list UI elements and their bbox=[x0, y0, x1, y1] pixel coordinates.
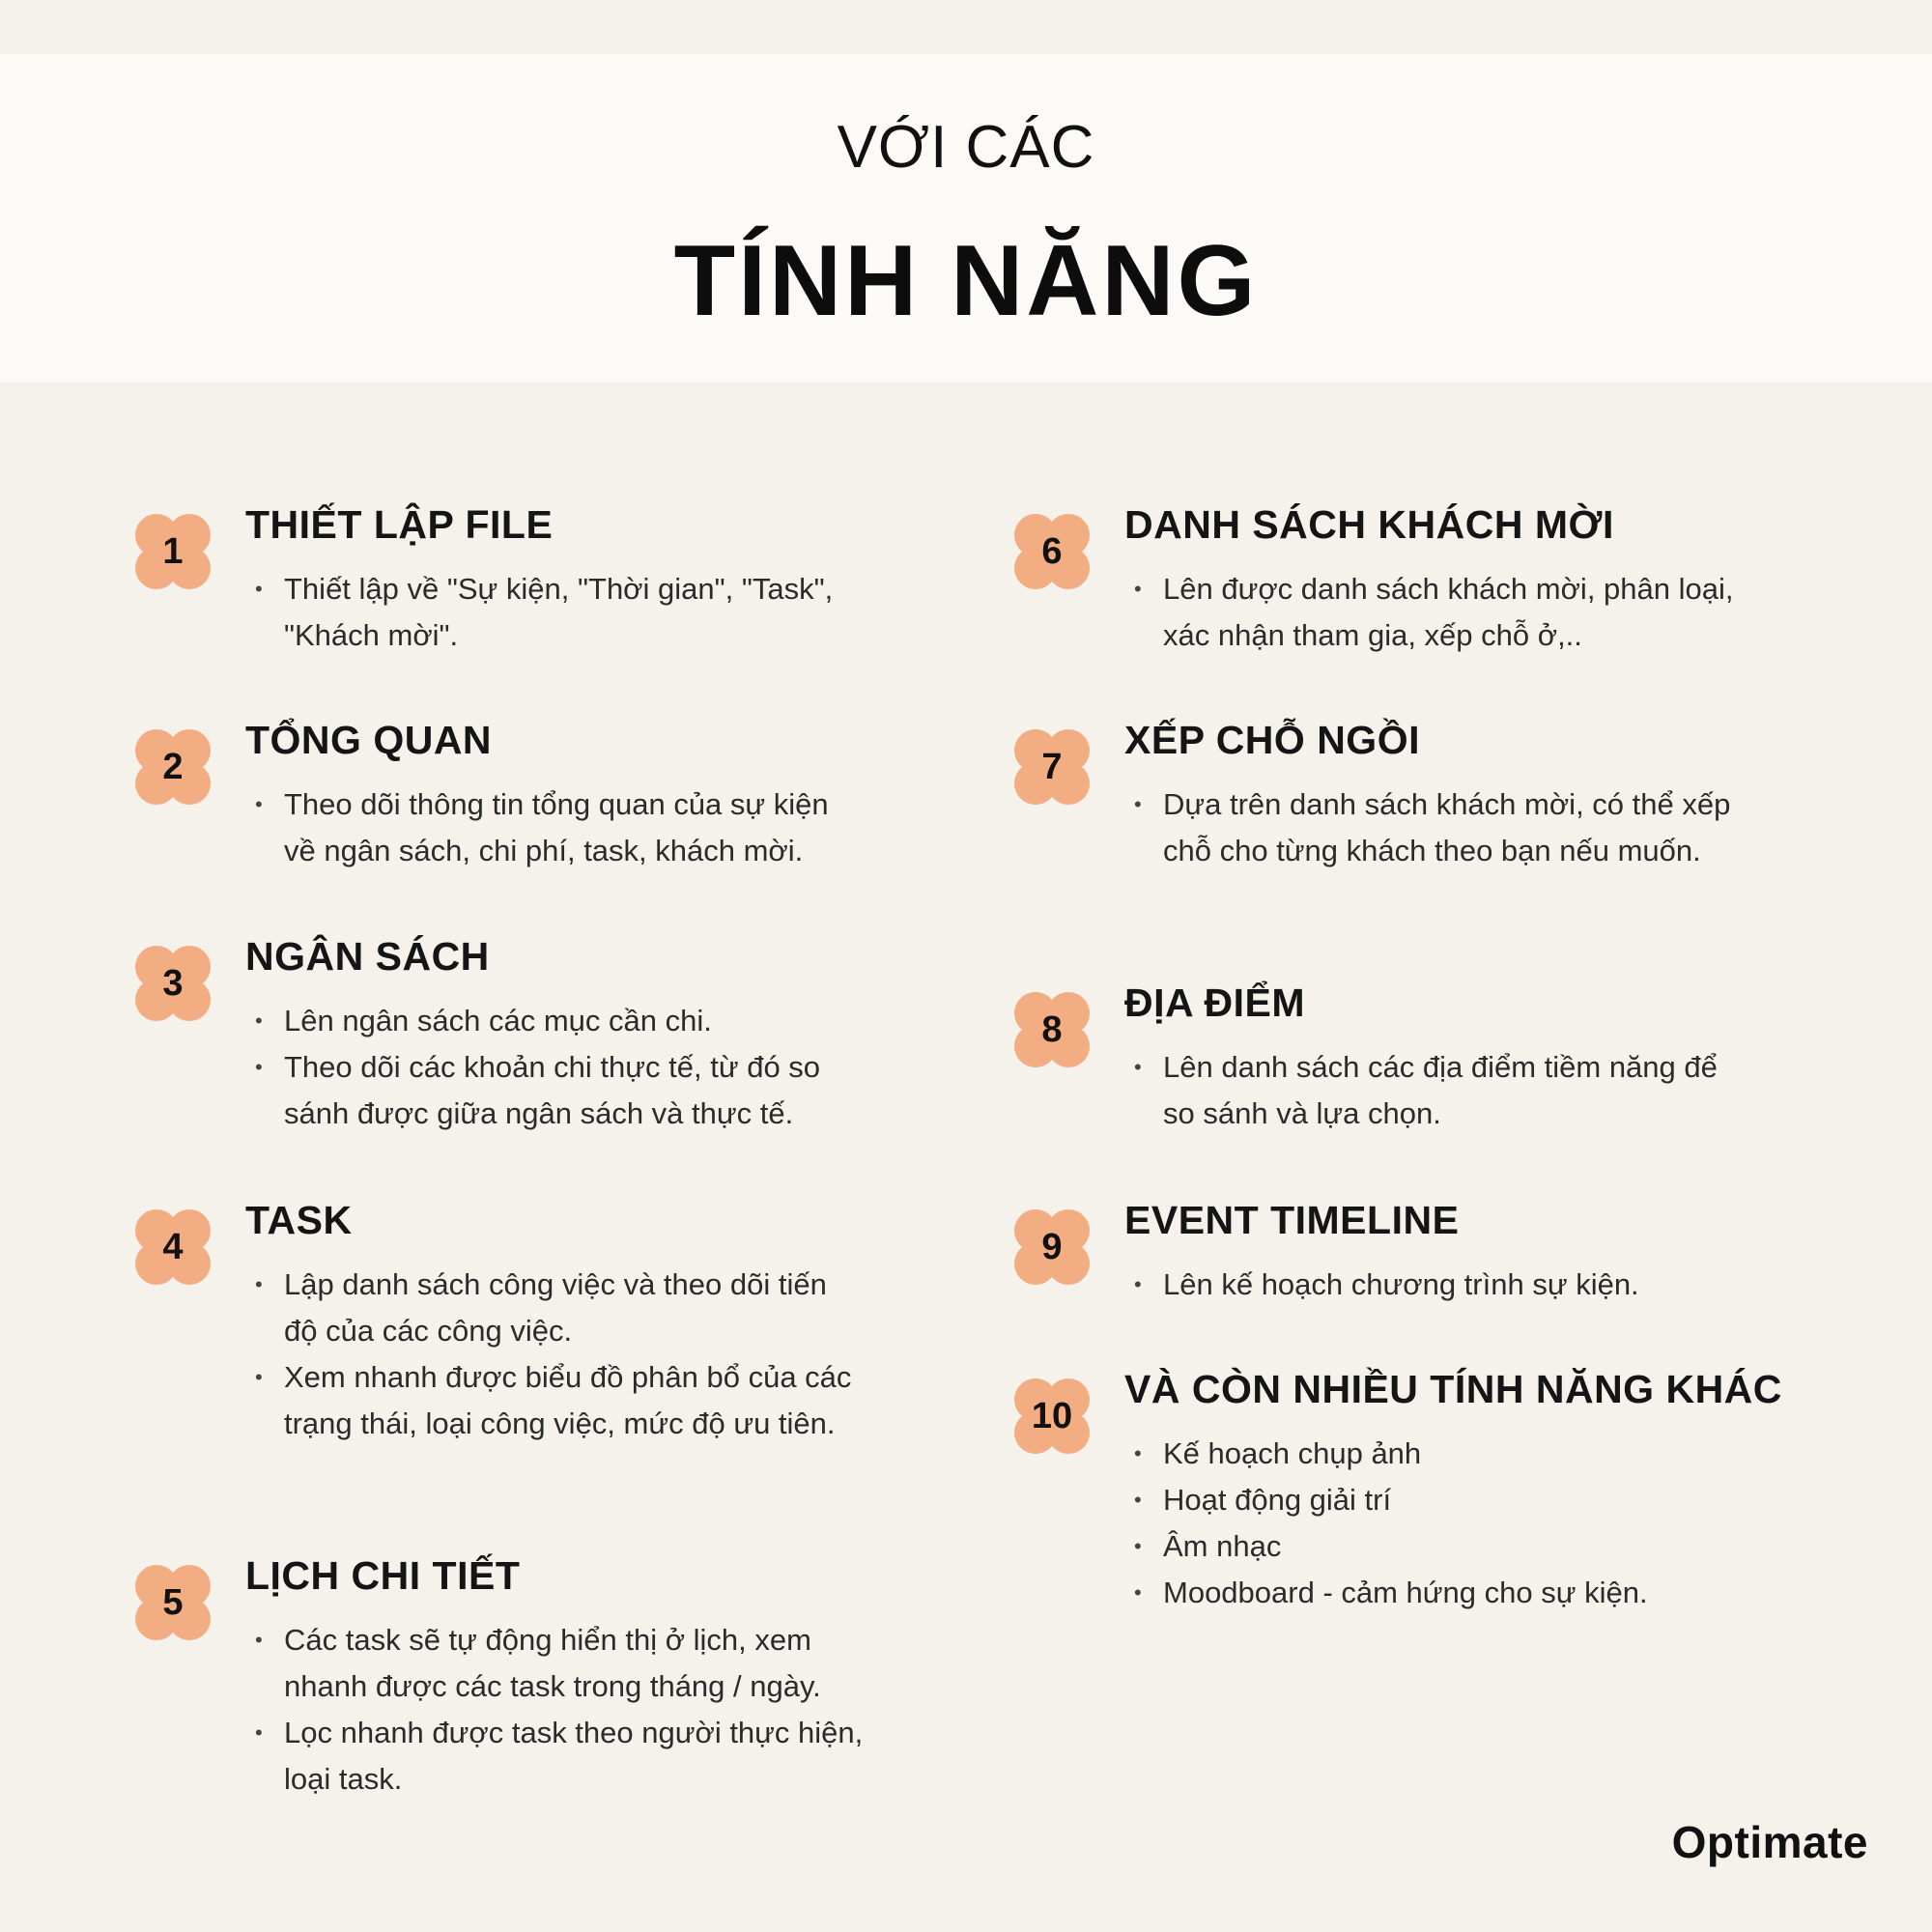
feature-title: DANH SÁCH KHÁCH MỜI bbox=[1124, 502, 1614, 547]
feature-title: LỊCH CHI TIẾT bbox=[245, 1553, 521, 1598]
header-subtitle: VỚI CÁC bbox=[837, 114, 1095, 181]
feature-title: EVENT TIMELINE bbox=[1124, 1198, 1460, 1242]
feature-bullet: • Dựa trên danh sách khách mời, có thể xếp chỗ cho từng khách theo bạn nếu muốn. bbox=[1163, 781, 1743, 874]
feature-number: 5 bbox=[162, 1582, 184, 1623]
feature-bullet-list bbox=[284, 1262, 864, 1447]
feature-bullet: • Âm nhạc bbox=[1163, 1523, 1743, 1570]
feature-number: 9 bbox=[1041, 1227, 1063, 1267]
feature-number: 7 bbox=[1041, 747, 1063, 787]
flower-badge-icon bbox=[133, 512, 213, 591]
feature-bullet-list bbox=[284, 1617, 864, 1803]
feature-title: ĐỊA ĐIỂM bbox=[1124, 980, 1305, 1025]
feature-bullet: • Kế hoạch chụp ảnh bbox=[1163, 1431, 1743, 1477]
feature-title: TỔNG QUAN bbox=[245, 718, 493, 762]
feature-number: 3 bbox=[162, 963, 184, 1004]
feature-title: XẾP CHỖ NGỒI bbox=[1124, 718, 1420, 762]
feature-bullet-list bbox=[284, 781, 864, 874]
optimate-logo: Optimate bbox=[1671, 1817, 1868, 1867]
feature-bullet-list bbox=[1163, 1044, 1743, 1137]
flower-badge-icon bbox=[133, 727, 213, 807]
flower-badge-icon bbox=[133, 944, 213, 1023]
feature-bullet: • Moodboard - cảm hứng cho sự kiện. bbox=[1163, 1570, 1743, 1616]
flower-badge-icon bbox=[1012, 990, 1092, 1069]
feature-bullet: • Lên được danh sách khách mời, phân loại, xác nhận tham gia, xếp chỗ ở,.. bbox=[1163, 566, 1743, 659]
feature-title: THIẾT LẬP FILE bbox=[245, 502, 554, 547]
feature-number: 2 bbox=[162, 747, 184, 787]
feature-title: NGÂN SÁCH bbox=[245, 934, 490, 979]
feature-bullet: • Các task sẽ tự động hiển thị ở lịch, xem nhanh được các task trong tháng / ngày. bbox=[284, 1617, 864, 1710]
feature-number: 4 bbox=[162, 1227, 184, 1267]
feature-number: 1 bbox=[162, 531, 184, 572]
feature-bullet-list bbox=[284, 566, 864, 659]
flower-badge-icon bbox=[1012, 1208, 1092, 1287]
feature-bullet: • Lọc nhanh được task theo người thực hiện, loại task. bbox=[284, 1710, 864, 1803]
feature-number: 6 bbox=[1041, 531, 1063, 572]
feature-bullet-list bbox=[1163, 1262, 1743, 1308]
feature-number: 10 bbox=[1031, 1396, 1073, 1436]
feature-bullet: • Theo dõi các khoản chi thực tế, từ đó so sánh được giữa ngân sách và thực tế. bbox=[284, 1044, 864, 1137]
flower-badge-icon bbox=[133, 1563, 213, 1642]
flower-badge-icon bbox=[1012, 512, 1092, 591]
feature-bullet: • Xem nhanh được biểu đồ phân bổ của các trạng thái, loại công việc, mức độ ưu tiên. bbox=[284, 1354, 864, 1447]
top-margin bbox=[0, 0, 1932, 54]
flower-badge-icon bbox=[1012, 727, 1092, 807]
flower-badge-icon bbox=[133, 1208, 213, 1287]
feature-bullet: • Hoạt động giải trí bbox=[1163, 1477, 1743, 1523]
feature-bullet: • Lên ngân sách các mục cần chi. bbox=[284, 998, 864, 1044]
feature-bullet: • Lên kế hoạch chương trình sự kiện. bbox=[1163, 1262, 1743, 1308]
feature-bullet: • Thiết lập về "Sự kiện, "Thời gian", "Task", "Khách mời". bbox=[284, 566, 864, 659]
feature-bullet-list bbox=[284, 998, 864, 1137]
flower-badge-icon bbox=[1012, 1377, 1092, 1456]
header-title: TÍNH NĂNG bbox=[673, 225, 1259, 337]
feature-title: TASK bbox=[245, 1198, 353, 1242]
feature-bullet: • Theo dõi thông tin tổng quan của sự kiện về ngân sách, chi phí, task, khách mời. bbox=[284, 781, 864, 874]
feature-title: VÀ CÒN NHIỀU TÍNH NĂNG KHÁC bbox=[1124, 1367, 1782, 1411]
feature-bullet-list bbox=[1163, 566, 1743, 659]
feature-bullet: • Lên danh sách các địa điểm tiềm năng để so sánh và lựa chọn. bbox=[1163, 1044, 1743, 1137]
feature-number: 8 bbox=[1041, 1009, 1063, 1050]
feature-bullet-list bbox=[1163, 1431, 1743, 1616]
feature-bullet-list bbox=[1163, 781, 1743, 874]
feature-bullet: • Lập danh sách công việc và theo dõi tiến độ của các công việc. bbox=[284, 1262, 864, 1354]
